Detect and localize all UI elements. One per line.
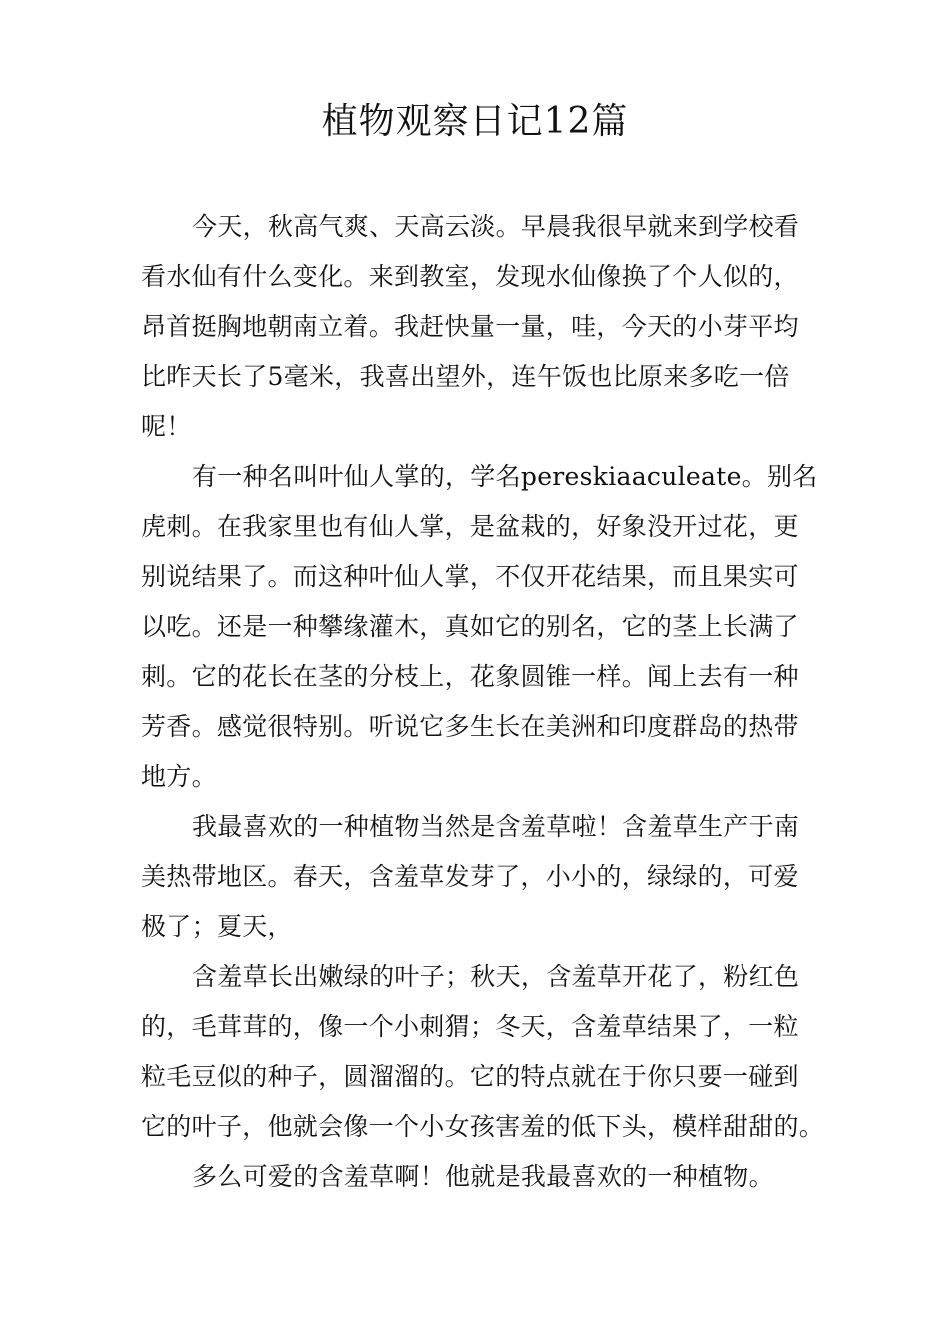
paragraph-line: 刺。它的花长在茎的分枝上，花象圆锥一样。闻上去有一种 — [141, 662, 799, 691]
paragraph-line: 比昨天长了5毫米，我喜出望外，连午饭也比原来多吃一倍 — [141, 362, 790, 391]
paragraph-line: 看水仙有什么变化。来到教室，发现水仙像换了个人似的， — [141, 262, 799, 291]
paragraph-line: 以吃。还是一种攀缘灌木，真如它的别名，它的茎上长满了 — [141, 612, 799, 641]
paragraph-line: 今天，秋高气爽、天高云淡。早晨我很早就来到学校看 — [192, 212, 800, 241]
paragraph-line: 芳香。感觉很特别。听说它多生长在美洲和印度群岛的热带 — [141, 712, 799, 741]
paragraph-line: 极了；夏天， — [141, 912, 293, 941]
document-title: 植物观察日记12篇 — [321, 101, 629, 142]
paragraph-line: 美热带地区。春天，含羞草发芽了，小小的，绿绿的，可爱 — [141, 862, 799, 891]
paragraph-line: 多么可爱的含羞草啊！他就是我最喜欢的一种植物。 — [192, 1162, 774, 1191]
document-body — [141, 202, 831, 1202]
paragraph-line: 的，毛茸茸的，像一个小刺猬；冬天，含羞草结果了，一粒 — [141, 1012, 799, 1041]
paragraph-line: 虎刺。在我家里也有仙人掌，是盆栽的，好象没开过花，更 — [141, 512, 799, 541]
paragraph-line: 别说结果了。而这种叶仙人掌，不仅开花结果，而且果实可 — [141, 562, 799, 591]
paragraph-line: 昂首挺胸地朝南立着。我赶快量一量，哇，今天的小芽平均 — [141, 312, 799, 341]
paragraph-line: 我最喜欢的一种植物当然是含羞草啦！含羞草生产于南 — [192, 812, 800, 841]
paragraph-line: 有一种名叫叶仙人掌的，学名pereskiaaculeate。别名 — [192, 462, 818, 491]
paragraph-line: 地方。 — [141, 762, 217, 791]
paragraph-line: 粒毛豆似的种子，圆溜溜的。它的特点就在于你只要一碰到 — [141, 1062, 799, 1091]
paragraph-line: 含羞草长出嫩绿的叶子；秋天，含羞草开花了，粉红色 — [192, 962, 800, 991]
paragraph-line: 呢！ — [141, 412, 192, 441]
paragraph-line: 它的叶子，他就会像一个小女孩害羞的低下头，模样甜甜的。 — [141, 1112, 825, 1141]
